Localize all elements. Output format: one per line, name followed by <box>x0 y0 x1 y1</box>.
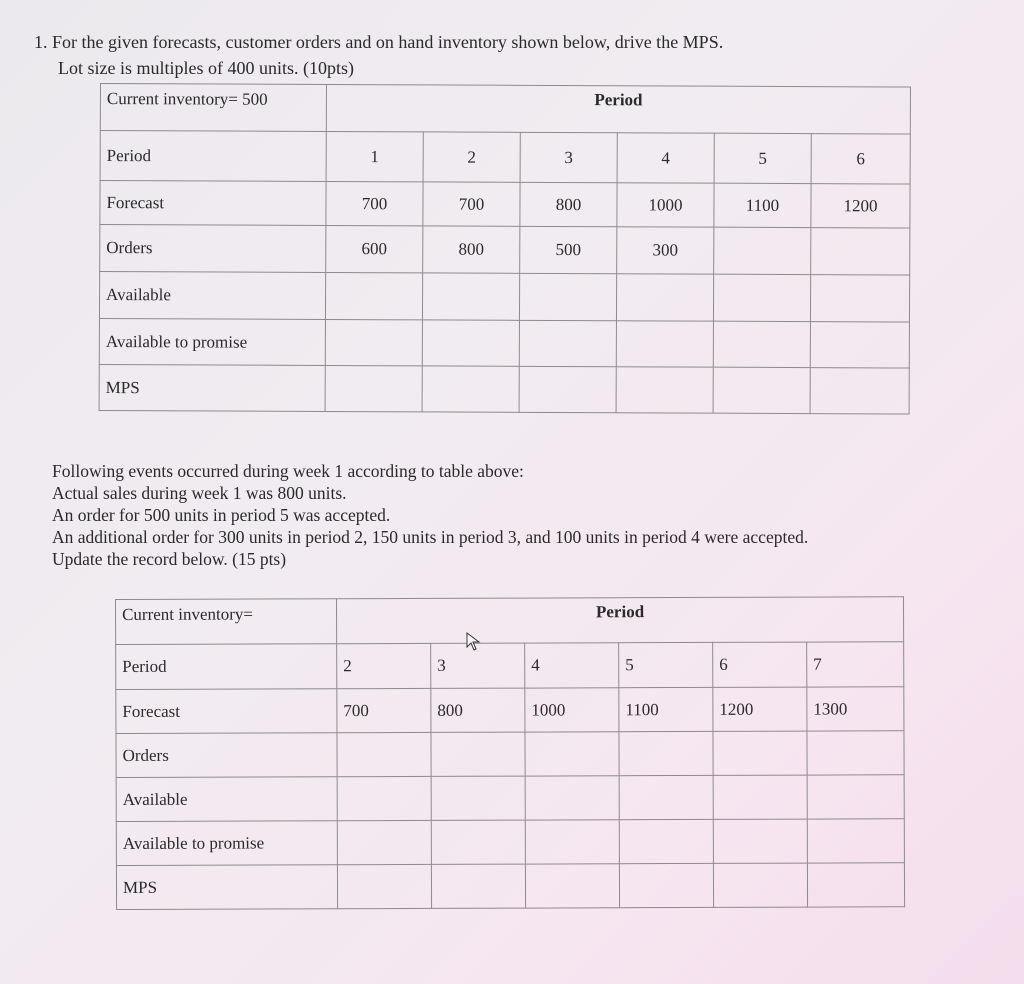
atp-cell <box>616 321 713 367</box>
atp-cell <box>619 819 713 863</box>
forecast-cell: 1000 <box>525 688 619 732</box>
row-label-forecast: Forecast <box>116 689 337 734</box>
orders-cell: 800 <box>423 226 520 273</box>
atp-cell <box>325 319 422 365</box>
forecast-cell: 800 <box>520 182 617 226</box>
atp-cell <box>431 820 525 864</box>
available-cell <box>713 775 807 819</box>
mps-table-initial <box>99 83 911 415</box>
events-line: Following events occurred during week 1 according to table above: <box>52 461 524 481</box>
mps-cell <box>619 863 713 907</box>
row-label-available: Available <box>99 272 325 320</box>
available-cell <box>616 274 713 321</box>
forecast-cell: 1200 <box>713 687 807 731</box>
events-line: Actual sales during week 1 was 800 units. <box>52 483 347 503</box>
period-cell: 7 <box>807 642 904 687</box>
forecast-cell: 700 <box>423 182 520 226</box>
period-cell: 6 <box>811 134 910 184</box>
table-row <box>99 364 909 414</box>
mps-cell <box>525 864 619 908</box>
row-label-forecast: Forecast <box>100 181 326 226</box>
forecast-cell: 800 <box>431 688 525 732</box>
period-cell: 1 <box>326 131 423 181</box>
row-label-orders: Orders <box>100 225 326 273</box>
row-label-period: Period <box>100 131 326 182</box>
atp-cell <box>713 819 807 863</box>
mps-cell <box>337 864 431 908</box>
orders-cell <box>811 228 910 275</box>
table-row <box>100 225 910 276</box>
row-label-atp: Available to promise <box>99 318 325 365</box>
table-row <box>116 687 904 734</box>
available-cell <box>810 275 909 322</box>
mps-cell <box>519 366 616 412</box>
orders-cell <box>807 731 904 775</box>
current-inventory-label: Current inventory= <box>116 599 337 645</box>
row-label-mps: MPS <box>99 364 325 411</box>
available-cell <box>713 274 810 321</box>
atp-cell <box>810 322 909 368</box>
orders-cell: 500 <box>520 226 617 273</box>
row-label-available: Available <box>116 777 337 822</box>
row-label-orders: Orders <box>116 733 337 778</box>
mps-cell <box>810 368 909 414</box>
orders-cell <box>619 731 713 775</box>
table-row <box>116 775 904 822</box>
forecast-cell: 700 <box>326 181 423 225</box>
available-cell <box>431 776 525 820</box>
period-cell: 3 <box>520 132 617 182</box>
orders-cell <box>337 732 431 776</box>
available-cell <box>519 273 616 320</box>
current-inventory-label: Current inventory= 500 <box>100 84 326 132</box>
period-cell: 4 <box>617 133 714 183</box>
atp-cell <box>807 819 904 863</box>
atp-cell <box>519 320 616 366</box>
forecast-cell: 1300 <box>807 687 904 731</box>
period-cell: 5 <box>619 642 713 687</box>
row-label-mps: MPS <box>116 865 337 910</box>
mps-cell <box>325 365 422 411</box>
atp-cell <box>337 820 431 864</box>
forecast-cell: 1200 <box>811 184 910 228</box>
table-row <box>99 318 909 368</box>
available-cell <box>422 273 519 320</box>
orders-cell <box>525 732 619 776</box>
orders-cell: 300 <box>617 227 714 274</box>
available-cell <box>337 776 431 820</box>
period-cell: 5 <box>714 133 811 183</box>
mps-cell <box>422 366 519 412</box>
available-cell <box>325 272 422 319</box>
atp-cell <box>422 320 519 366</box>
mps-cell <box>713 863 807 907</box>
forecast-cell: 1000 <box>617 183 714 227</box>
available-cell <box>619 775 713 819</box>
row-label-period: Period <box>116 644 337 690</box>
period-cell: 4 <box>525 643 619 688</box>
mouse-pointer-icon <box>466 632 484 652</box>
events-line: Update the record below. (15 pts) <box>52 549 287 569</box>
table-row <box>100 131 910 185</box>
table-row <box>116 642 904 690</box>
table-row <box>116 731 904 778</box>
orders-cell <box>713 731 807 775</box>
mps-cell <box>616 367 713 413</box>
mps-table-updated <box>115 596 905 910</box>
available-cell <box>807 775 904 819</box>
period-cell: 2 <box>337 643 431 688</box>
atp-cell <box>713 321 810 367</box>
forecast-cell: 1100 <box>714 183 811 227</box>
row-label-atp: Available to promise <box>116 821 337 866</box>
question-title: 1. For the given forecasts, customer orders and on hand inventory shown below, drive the MPS. <box>34 32 724 52</box>
period-header: Period <box>326 84 910 134</box>
events-line: An additional order for 300 units in period 2, 150 units in period 3, and 100 units in period 4 were accepted. <box>52 527 809 547</box>
table-row <box>100 181 910 229</box>
table-row <box>99 272 909 323</box>
orders-cell <box>714 227 811 274</box>
period-cell: 3 <box>431 643 525 688</box>
mps-cell <box>713 367 810 413</box>
mps-cell <box>431 864 525 908</box>
available-cell <box>525 776 619 820</box>
events-line: An order for 500 units in period 5 was accepted. <box>52 505 391 525</box>
period-header: Period <box>337 597 904 644</box>
table-row <box>116 819 904 866</box>
forecast-cell: 1100 <box>619 687 713 731</box>
mps-cell <box>807 863 904 907</box>
atp-cell <box>525 820 619 864</box>
period-cell: 6 <box>713 642 807 687</box>
forecast-cell: 700 <box>337 688 431 732</box>
table-row <box>116 863 904 910</box>
orders-cell <box>431 732 525 776</box>
question-subtitle: Lot size is multiples of 400 units. (10pts) <box>58 58 354 78</box>
period-cell: 2 <box>423 132 520 182</box>
orders-cell: 600 <box>326 225 423 272</box>
events-text <box>52 460 808 570</box>
